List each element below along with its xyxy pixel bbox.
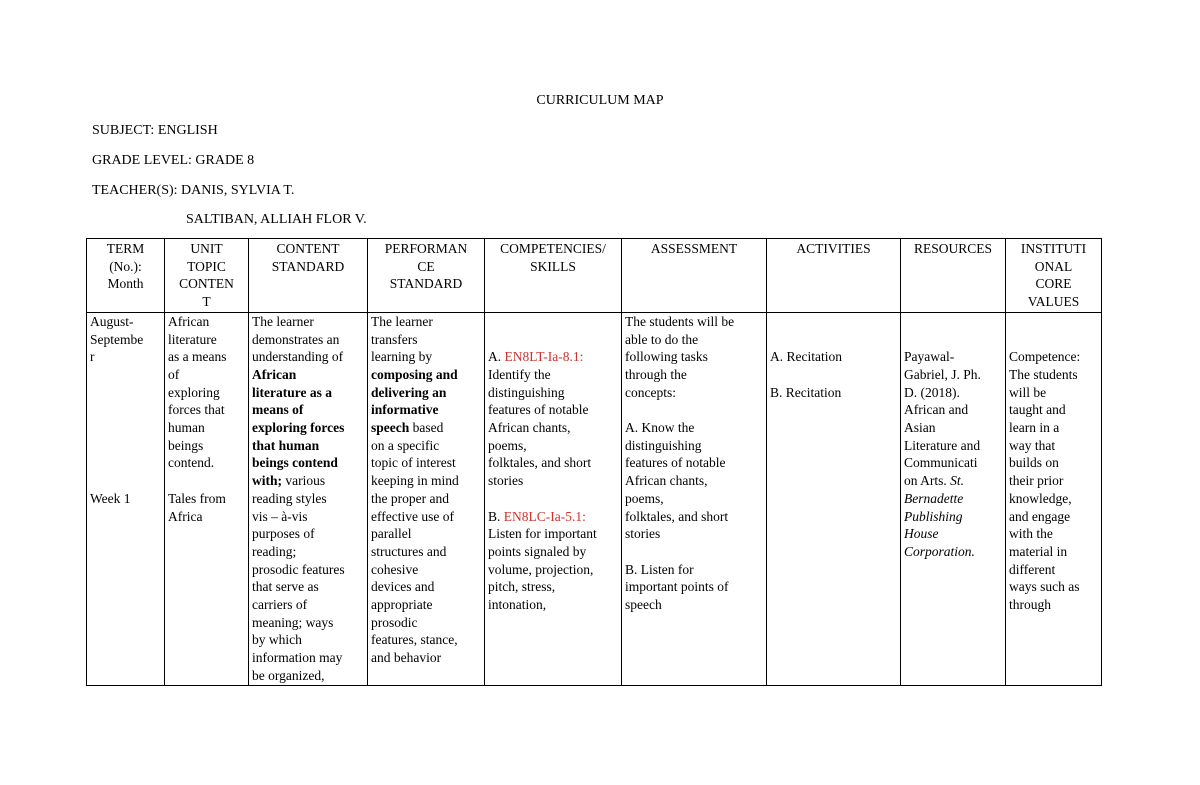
assessment-cell bbox=[622, 312, 767, 685]
header-performance-standard: PERFORMAN CE STANDARD bbox=[368, 239, 485, 313]
performance-standard-rest: based on a specific topic of interest keeping in mind the proper and effective use of parallel structures and cohesive devices and appropriate prosodic features, stance, and behavior bbox=[371, 420, 459, 666]
curriculum-map-table bbox=[86, 238, 1102, 686]
resource-citation: Payawal- Gabriel, J. Ph. D. (2018). African and Asian Literature and Communicati on Arts. bbox=[904, 349, 981, 489]
header-term: TERM (No.): Month bbox=[87, 239, 165, 313]
competency-b-code: EN8LC-Ia-5.1: bbox=[503, 508, 586, 524]
header-activities: ACTIVITIES bbox=[767, 239, 901, 313]
activity-b: B. Recitation bbox=[770, 384, 842, 400]
activity-a: A. Recitation bbox=[770, 349, 842, 365]
assessment-b: B. Listen for important points of speech bbox=[625, 561, 729, 613]
competency-b-prefix: B. bbox=[488, 508, 504, 524]
performance-standard-emphasis: composing and delivering an informative speech bbox=[371, 366, 458, 436]
performance-standard-intro: The learner transfers learning by bbox=[371, 313, 433, 365]
term-cell: August- Septembe r Week 1 bbox=[87, 312, 165, 685]
core-values-text: Competence: The students will be taught and learn in a way that builds on their prior knowledge, and engage with the material in different ways such as through bbox=[1009, 349, 1081, 613]
header-row bbox=[87, 239, 1102, 313]
activities-cell bbox=[767, 312, 901, 685]
unit-topic-cell: African literature as a means of exploring forces that human beings contend. Tales from Africa bbox=[165, 312, 249, 685]
grade-level-line: GRADE LEVEL: GRADE 8 bbox=[92, 153, 255, 168]
competency-a-text: Identify the distinguishing features of notable African chants, poems, folktales, and short stories bbox=[488, 366, 592, 489]
competency-a-prefix: A. bbox=[488, 349, 505, 365]
header-assessment: ASSESSMENT bbox=[622, 239, 767, 313]
performance-standard-cell bbox=[368, 312, 485, 685]
core-values-cell bbox=[1006, 312, 1102, 685]
resources-cell bbox=[901, 312, 1006, 685]
assessment-a: A. Know the distinguishing features of notable African chants, poems, folktales, and short stories bbox=[625, 420, 729, 542]
content-standard-cell bbox=[249, 312, 368, 685]
competency-b-text: Listen for important points signaled by volume, projection, pitch, stress, intonation, bbox=[488, 526, 597, 613]
document-title: CURRICULUM MAP bbox=[536, 93, 664, 108]
competency-a-code: EN8LT-Ia-8.1: bbox=[504, 349, 584, 365]
teachers-line: TEACHER(S): DANIS, SYLVIA T. bbox=[92, 183, 295, 198]
header-competencies: COMPETENCIES/ SKILLS bbox=[485, 239, 622, 313]
content-standard-rest: various reading styles vis – à-vis purposes of reading; prosodic features that serve as carriers of meaning; ways by which information may be organized, bbox=[252, 473, 345, 683]
resource-publisher: St. Bernadette Publishing House Corporation. bbox=[904, 473, 975, 559]
header-content-standard: CONTENT STANDARD bbox=[249, 239, 368, 313]
second-teacher-line: SALTIBAN, ALLIAH FLOR V. bbox=[186, 212, 367, 227]
assessment-intro: The students will be able to do the following tasks through the concepts: bbox=[625, 313, 735, 400]
content-standard-intro: The learner demonstrates an understanding of bbox=[252, 313, 344, 365]
table-row bbox=[87, 312, 1102, 685]
competencies-cell bbox=[485, 312, 622, 685]
header-core-values: INSTITUTI ONAL CORE VALUES bbox=[1006, 239, 1102, 313]
subject-line: SUBJECT: ENGLISH bbox=[92, 123, 218, 138]
header-unit-topic: UNIT TOPIC CONTEN T bbox=[165, 239, 249, 313]
header-resources: RESOURCES bbox=[901, 239, 1006, 313]
content-standard-emphasis: African literature as a means of exploring forces that human beings contend with; bbox=[252, 366, 345, 489]
